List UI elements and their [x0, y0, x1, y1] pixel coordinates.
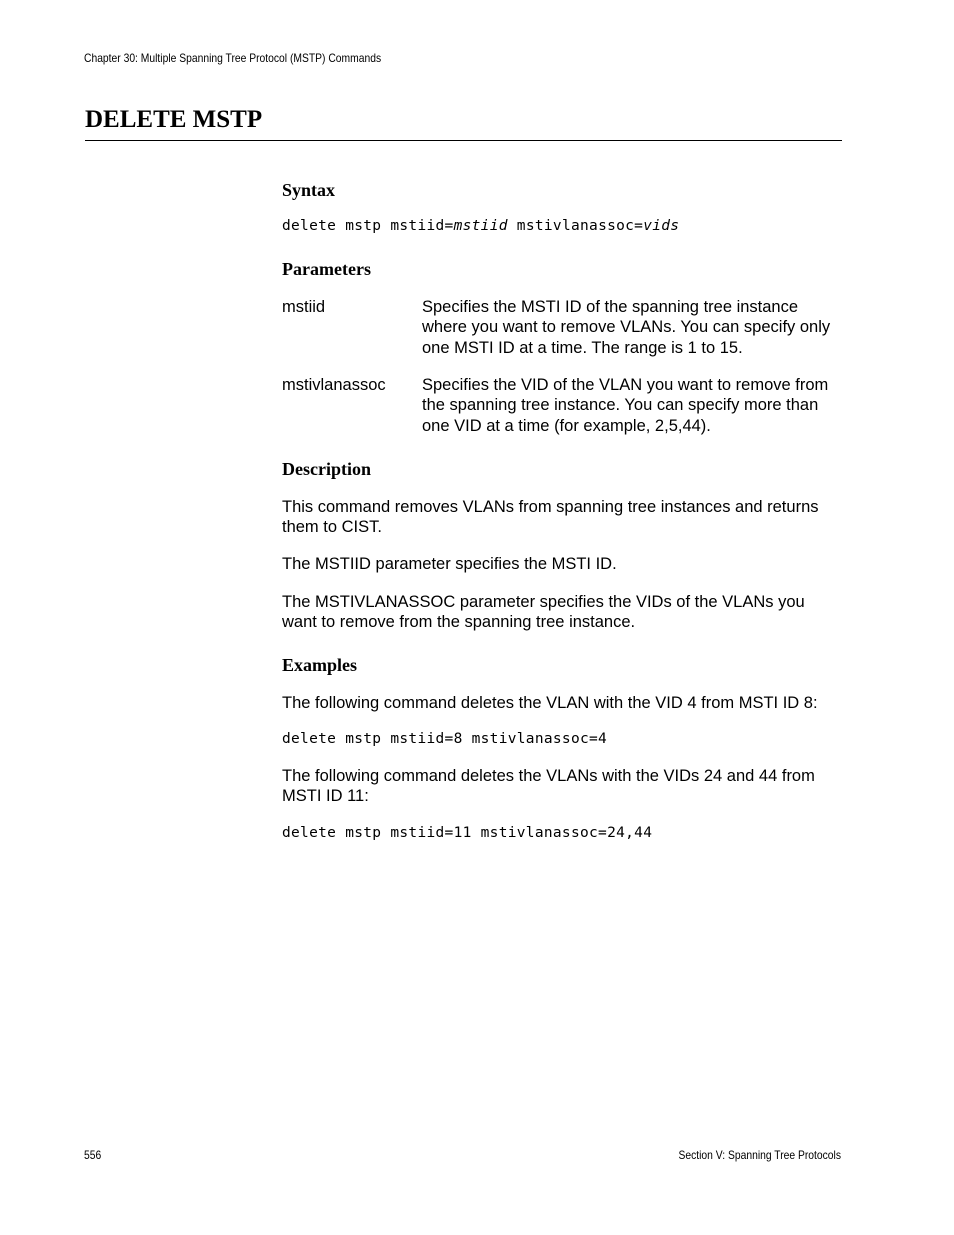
syntax-command-part1: delete mstp mstiid=	[282, 218, 454, 234]
example-2-intro: The following command deletes the VLANs with the VIDs 24 and 44 from MSTI ID 11:	[282, 767, 815, 806]
page-title: DELETE MSTP	[85, 106, 263, 133]
title-rule	[85, 140, 842, 141]
parameter-name-mstivlanassoc: mstivlanassoc	[282, 376, 386, 394]
description-heading: Description	[282, 459, 371, 479]
parameters-heading: Parameters	[282, 259, 371, 279]
examples-heading: Examples	[282, 655, 358, 675]
syntax-command	[282, 218, 679, 234]
example-1-command: delete mstp mstiid=8 mstivlanassoc=4	[282, 731, 608, 747]
description-paragraph-1: This command removes VLANs from spanning tree instances and returns them to CIST.	[282, 498, 819, 537]
footer-section: Section V: Spanning Tree Protocols	[678, 1148, 841, 1162]
syntax-heading: Syntax	[282, 180, 336, 200]
syntax-command-part2: mstivlanassoc=	[507, 218, 644, 234]
example-2-command: delete mstp mstiid=11 mstivlanassoc=24,44	[282, 825, 653, 841]
syntax-command-var2: vids	[643, 218, 680, 234]
parameter-description-mstiid: Specifies the MSTI ID of the spanning tree instance where you want to remove VLANs. You can specify only one MSTI ID at a time. The range is 1 to 15.	[422, 298, 831, 357]
description-paragraph-3: The MSTIVLANASSOC parameter specifies the VIDs of the VLANs you want to remove from the spanning tree instance.	[282, 593, 805, 632]
parameter-name-mstiid: mstiid	[282, 298, 326, 316]
example-1-intro: The following command deletes the VLAN with the VID 4 from MSTI ID 8:	[282, 694, 818, 712]
syntax-command-var1: mstiid	[453, 218, 508, 234]
page-number: 556	[84, 1148, 102, 1162]
running-head: Chapter 30: Multiple Spanning Tree Protocol (MSTP) Commands	[84, 51, 382, 65]
parameter-description-mstivlanassoc: Specifies the VID of the VLAN you want to remove from the spanning tree instance. You can specify more than one VID at a time (for example, 2,5,44).	[422, 376, 829, 435]
description-paragraph-2: The MSTIID parameter specifies the MSTI ID.	[282, 555, 617, 573]
